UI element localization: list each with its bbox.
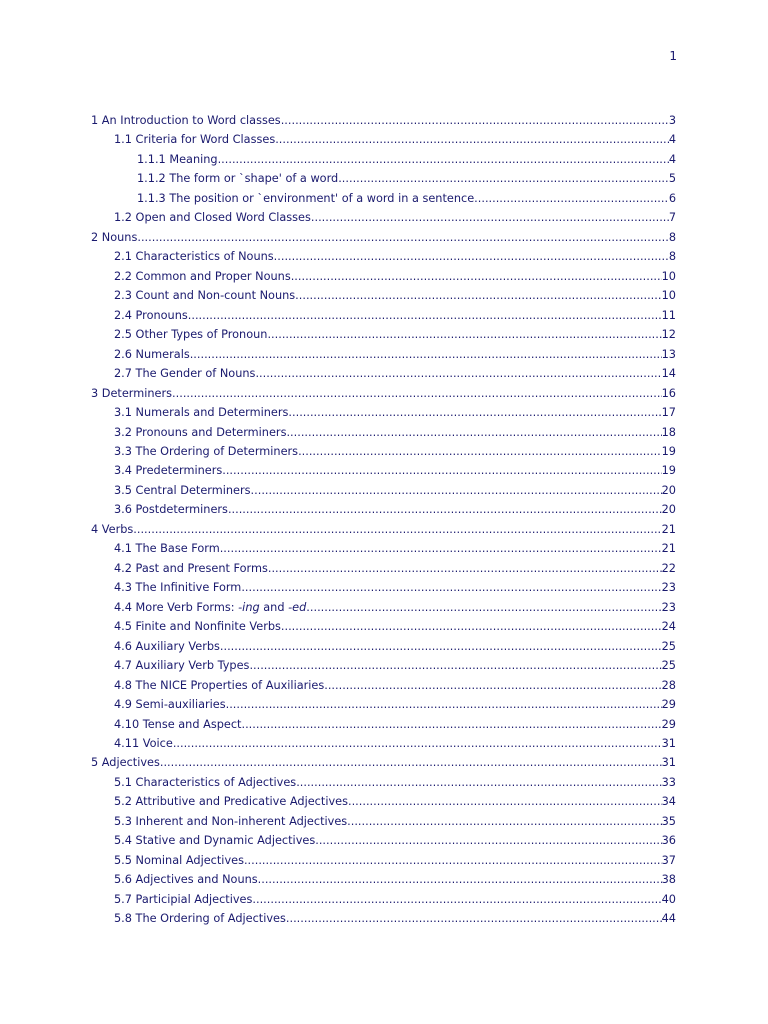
toc-leader-dots [281, 617, 662, 636]
toc-entry[interactable] [91, 150, 676, 169]
toc-entry[interactable] [91, 656, 676, 675]
toc-leader-dots [348, 792, 662, 811]
toc-leader-dots [255, 364, 661, 383]
toc-entry-page: 11 [661, 308, 676, 322]
toc-entry-label: 2.1 Characteristics of Nouns [114, 250, 274, 264]
toc-entry[interactable] [91, 695, 676, 714]
toc-leader-dots [222, 461, 661, 480]
toc-entry[interactable] [91, 831, 676, 850]
toc-leader-dots [258, 870, 662, 889]
toc-leader-dots [286, 909, 662, 928]
toc-entry-page: 6 [668, 191, 676, 205]
toc-entry-page: 21 [661, 522, 676, 536]
toc-entry[interactable] [91, 403, 676, 422]
toc-leader-dots [226, 695, 662, 714]
toc-entry-label: 4.8 The NICE Properties of Auxiliaries [114, 678, 325, 692]
toc-entry-page: 10 [661, 269, 676, 283]
toc-leader-dots [347, 812, 661, 831]
toc-leader-dots [267, 325, 661, 344]
toc-entry-label: 2.3 Count and Non-count Nouns [114, 289, 296, 303]
toc-entry[interactable] [91, 676, 676, 695]
toc-entry-page: 8 [668, 250, 676, 264]
toc-entry-page: 33 [661, 775, 676, 789]
toc-entry-label: 3.4 Predeterminers [114, 464, 223, 478]
toc-entry-label-italic: -ing [238, 600, 260, 614]
toc-entry-label [114, 598, 306, 617]
toc-entry[interactable] [91, 423, 676, 442]
toc-entry-label: 3.6 Postdeterminers [114, 503, 228, 517]
toc-entry-page: 29 [661, 717, 676, 731]
toc-entry[interactable] [91, 267, 676, 286]
toc-leader-dots [173, 734, 662, 753]
toc-entry[interactable] [91, 325, 676, 344]
toc-entry[interactable] [91, 773, 676, 792]
toc-entry-label: 4.9 Semi-auxiliaries [114, 698, 226, 712]
toc-entry-label: 4.6 Auxiliary Verbs [114, 639, 220, 653]
toc-entry-page: 35 [661, 814, 676, 828]
toc-entry-page: 8 [668, 230, 676, 244]
toc-entry-page: 21 [661, 542, 676, 556]
toc-leader-dots [286, 423, 661, 442]
toc-entry-page: 28 [661, 678, 676, 692]
toc-entry[interactable] [91, 637, 676, 656]
toc-entry-label: 3 Determiners [91, 386, 173, 400]
toc-leader-dots [218, 150, 669, 169]
toc-entry-page: 3 [668, 114, 676, 127]
toc-entry[interactable] [91, 578, 676, 597]
toc-entry-page: 12 [661, 328, 676, 342]
toc-entry[interactable] [91, 559, 676, 578]
toc-entry[interactable] [91, 520, 676, 539]
toc-entry-page: 10 [661, 289, 676, 303]
toc-entry-label: 4.11 Voice [114, 737, 173, 750]
toc-entry-page: 38 [661, 873, 676, 887]
toc-entry-label: 4 Verbs [91, 522, 134, 536]
toc-entry[interactable] [91, 208, 676, 227]
toc-entry[interactable] [91, 890, 676, 909]
toc-entry-label: 1 An Introduction to Word classes [91, 114, 281, 127]
toc-entry[interactable] [91, 792, 676, 811]
toc-entry-label: 2 Nouns [91, 230, 138, 244]
toc-entry-page: 13 [661, 347, 676, 361]
toc-leader-dots [295, 286, 661, 305]
toc-entry[interactable] [91, 500, 676, 519]
toc-leader-dots [241, 578, 661, 597]
toc-entry[interactable] [91, 130, 676, 149]
toc-leader-dots [474, 189, 669, 208]
toc-entry[interactable] [91, 539, 676, 558]
toc-entry-label: 5.4 Stative and Dynamic Adjectives [114, 834, 316, 848]
toc-entry-label: 1.1.2 The form or `shape' of a word [137, 172, 339, 186]
toc-entry-label: 2.7 The Gender of Nouns [114, 367, 256, 381]
toc-entry-label: 4.7 Auxiliary Verb Types [114, 659, 250, 673]
toc-leader-dots [244, 851, 662, 870]
toc-leader-dots [298, 442, 662, 461]
toc-leader-dots [241, 715, 661, 734]
page-number: 1 [669, 49, 677, 63]
toc-entry-label: 5.3 Inherent and Non-inherent Adjectives [114, 814, 348, 828]
toc-entry-label: 5.7 Participial Adjectives [114, 892, 253, 906]
toc-entry-label: 4.2 Past and Present Forms [114, 561, 268, 575]
toc-entry-page: 4 [668, 152, 676, 166]
toc-entry[interactable] [91, 169, 676, 188]
toc-entry-label-part: 4.4 More Verb Forms: [114, 600, 239, 614]
toc-leader-dots [220, 637, 662, 656]
toc-entry-label: 2.2 Common and Proper Nouns [114, 269, 291, 283]
toc-leader-dots [172, 384, 662, 403]
toc-leader-dots [137, 228, 668, 247]
toc-entry-label: 4.5 Finite and Nonfinite Verbs [114, 620, 281, 634]
toc-entry-label: 2.6 Numerals [114, 347, 190, 361]
toc-entry[interactable] [91, 812, 676, 831]
toc-entry-label: 1.1.1 Meaning [137, 152, 218, 166]
toc-entry-page: 20 [661, 483, 676, 497]
toc-entry-label-italic: -ed [288, 600, 307, 614]
toc-entry-label: 5 Adjectives [91, 756, 160, 770]
toc-entry[interactable] [91, 909, 676, 928]
toc-entry[interactable] [91, 870, 676, 889]
toc-entry-page: 31 [661, 756, 676, 770]
toc-leader-dots [160, 753, 662, 772]
toc-entry-label: 5.6 Adjectives and Nouns [114, 873, 258, 887]
toc-entry-label: 3.5 Central Determiners [114, 483, 251, 497]
toc-entry-page: 7 [668, 211, 676, 225]
toc-leader-dots [268, 559, 662, 578]
toc-entry-page: 40 [661, 892, 676, 906]
toc-entry-label: 5.2 Attributive and Predicative Adjectives [114, 795, 348, 809]
toc-entry[interactable] [91, 481, 676, 500]
toc-entry-label: 1.2 Open and Closed Word Classes [114, 211, 311, 225]
toc-entry[interactable] [91, 364, 676, 383]
toc-entry-page: 22 [661, 561, 676, 575]
toc-entry[interactable] [91, 286, 676, 305]
toc-entry[interactable] [91, 345, 676, 364]
toc-entry[interactable] [91, 384, 676, 403]
toc-entry-label: 3.3 The Ordering of Determiners [114, 444, 299, 458]
toc-entry-label: 5.5 Nominal Adjectives [114, 853, 244, 867]
toc-entry[interactable] [91, 851, 676, 870]
toc-entry-label: 2.4 Pronouns [114, 308, 188, 322]
toc-entry[interactable] [91, 111, 676, 130]
toc-entry[interactable] [91, 461, 676, 480]
toc-leader-dots [296, 773, 661, 792]
toc-leader-dots [190, 345, 662, 364]
toc-entry-page: 14 [661, 367, 676, 381]
toc-entry-label: 4.10 Tense and Aspect [114, 717, 242, 731]
toc-entry-label: 3.2 Pronouns and Determiners [114, 425, 287, 439]
toc-leader-dots [306, 598, 661, 617]
toc-leader-dots [228, 500, 662, 519]
toc-entry-page: 16 [661, 386, 676, 400]
toc-leader-dots [133, 520, 661, 539]
toc-entry-page: 29 [661, 698, 676, 712]
toc-entry-page: 18 [661, 425, 676, 439]
toc-entry[interactable] [91, 617, 676, 636]
toc-entry-label-part: and [259, 600, 289, 614]
toc-entry-page: 23 [661, 600, 676, 614]
toc-entry[interactable] [91, 306, 676, 325]
toc-entry-page: 20 [661, 503, 676, 517]
toc-leader-dots [249, 656, 661, 675]
toc-entry[interactable] [91, 598, 676, 617]
toc-entry-label: 1.1.3 The position or `environment' of a word in a sentence [137, 191, 475, 205]
toc-leader-dots [315, 831, 661, 850]
toc-entry-label: 4.3 The Infinitive Form [114, 581, 242, 595]
toc-entry-page: 4 [668, 133, 676, 147]
toc-leader-dots [281, 111, 669, 130]
toc-entry[interactable] [91, 247, 676, 266]
toc-entry-page: 23 [661, 581, 676, 595]
toc-leader-dots [291, 267, 662, 286]
toc-entry-label: 5.8 The Ordering of Adjectives [114, 912, 286, 926]
toc-entry-label: 3.1 Numerals and Determiners [114, 406, 289, 420]
toc-entry[interactable] [91, 753, 676, 772]
toc-leader-dots [274, 247, 669, 266]
toc-entry-page: 17 [661, 406, 676, 420]
toc-entry-page: 19 [661, 444, 676, 458]
toc-entry-page: 25 [661, 639, 676, 653]
toc-entry[interactable] [91, 442, 676, 461]
toc-leader-dots [188, 306, 662, 325]
toc-entry-label: 4.1 The Base Form [114, 542, 220, 556]
toc-entry-label: 1.1 Criteria for Word Classes [114, 133, 276, 147]
toc-entry-page: 24 [661, 620, 676, 634]
table-of-contents [91, 111, 676, 929]
toc-entry-page: 34 [661, 795, 676, 809]
toc-leader-dots [324, 676, 661, 695]
toc-entry-page: 5 [668, 172, 676, 186]
toc-entry-page: 44 [661, 912, 676, 926]
toc-leader-dots [220, 539, 662, 558]
toc-entry-label: 5.1 Characteristics of Adjectives [114, 775, 297, 789]
toc-entry-page: 37 [661, 853, 676, 867]
toc-entry-page: 25 [661, 659, 676, 673]
toc-entry-page: 36 [661, 834, 676, 848]
toc-leader-dots [252, 890, 661, 909]
toc-entry[interactable] [91, 189, 676, 208]
toc-entry-label: 2.5 Other Types of Pronoun [114, 328, 268, 342]
toc-leader-dots [251, 481, 662, 500]
toc-leader-dots [288, 403, 661, 422]
toc-entry-page: 31 [661, 737, 676, 750]
toc-entry[interactable] [91, 734, 676, 753]
toc-entry-page: 19 [661, 464, 676, 478]
toc-leader-dots [311, 208, 669, 227]
toc-entry[interactable] [91, 715, 676, 734]
toc-leader-dots [338, 169, 669, 188]
toc-entry[interactable] [91, 228, 676, 247]
toc-leader-dots [275, 130, 669, 149]
